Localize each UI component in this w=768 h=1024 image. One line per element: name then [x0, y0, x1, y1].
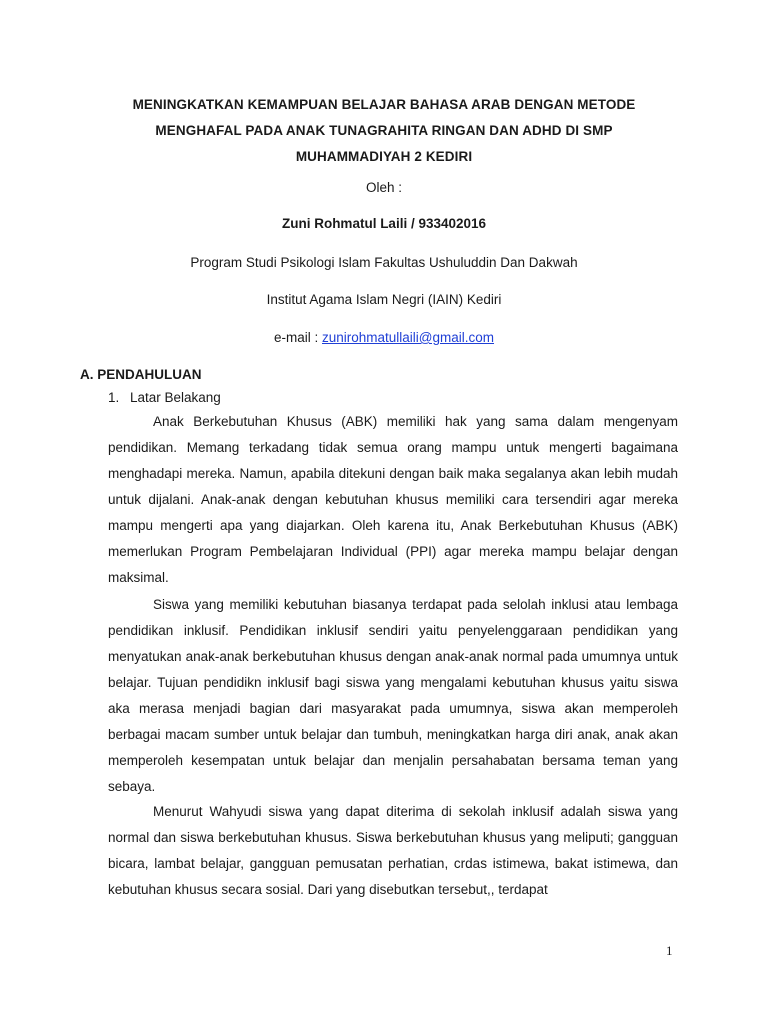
subsection-number: 1.: [108, 390, 120, 405]
email-label: e-mail :: [273, 330, 322, 345]
paragraph-1: Anak Berkebutuhan Khusus (ABK) memiliki hak yang sama dalam mengenyam pendidikan. Memang terkadang tidak semua orang mampu untuk mengerti bagaimana menghadapi mereka. Namun, apabila ditekuni dengan baik maka segalanya akan lebih mudah untuk dijalani. Anak-anak dengan kebutuhan khusus memiliki cara tersendiri agar mereka mampu mengerti apa yang diajarkan. Oleh karena itu, Anak Berkebutuhan Khusus (ABK) memerlukan Program Pembelajaran Individual (PPI) agar mereka mampu belajar dengan maksimal.: [108, 414, 678, 585]
title-line-2: MENGHAFAL PADA ANAK TUNAGRAHITA RINGAN DAN ADHD DI SMP: [155, 123, 613, 138]
page-number: 1: [666, 943, 673, 958]
title-line-1: MENINGKATKAN KEMAMPUAN BELAJAR BAHASA ARAB DENGAN METODE: [132, 97, 636, 112]
subsection-heading: [108, 389, 221, 407]
paper-title: [100, 92, 668, 170]
subsection-title: Latar Belakang: [130, 390, 221, 405]
institute-name: Institut Agama Islam Negri (IAIN) Kediri: [266, 292, 502, 307]
author-name: Zuni Rohmatul Laili / 933402016: [281, 216, 487, 231]
title-line-3: MUHAMMADIYAH 2 KEDIRI: [295, 149, 473, 164]
study-program: Program Studi Psikologi Islam Fakultas Ushuluddin Dan Dakwah: [190, 255, 578, 270]
paragraph-2: Siswa yang memiliki kebutuhan biasanya terdapat pada selolah inklusi atau lembaga pendidikan inklusif. Pendidikan inklusif sendiri yaitu penyelenggaraan pendidikan yang menyatukan anak-anak berkebutuhan khusus dengan anak-anak normal pada umumnya untuk belajar. Tujuan pendidikn inklusif bagi siswa yang mengalami kebutuhan khusus yaitu siswa aka merasa menjadi bagian dari masyarakat pada umumnya, siswa akan memperoleh berbagai macam sumber untuk belajar dan tumbuh, meningkatkan harga diri anak, anak akan memperoleh kesempatan untuk belajar dan menjalin persahabatan bersama teman yang sebaya.: [108, 597, 678, 794]
email-line: [0, 329, 768, 347]
by-label: Oleh :: [365, 180, 403, 195]
email-link[interactable]: zunirohmatullaili@gmail.com: [322, 330, 495, 345]
section-heading: A. PENDAHULUAN: [80, 367, 202, 382]
paragraph-3: Menurut Wahyudi siswa yang dapat diterima di sekolah inklusif adalah siswa yang normal dan siswa berkebutuhan khusus. Siswa berkebutuhan khusus yang meliputi; gangguan bicara, lambat belajar, gangguan pemusatan perhatian, crdas istimewa, bakat istimewa, dan kebutuhan khusus secara sosial. Dari yang disebutkan tersebut,, terdapat: [108, 804, 678, 897]
